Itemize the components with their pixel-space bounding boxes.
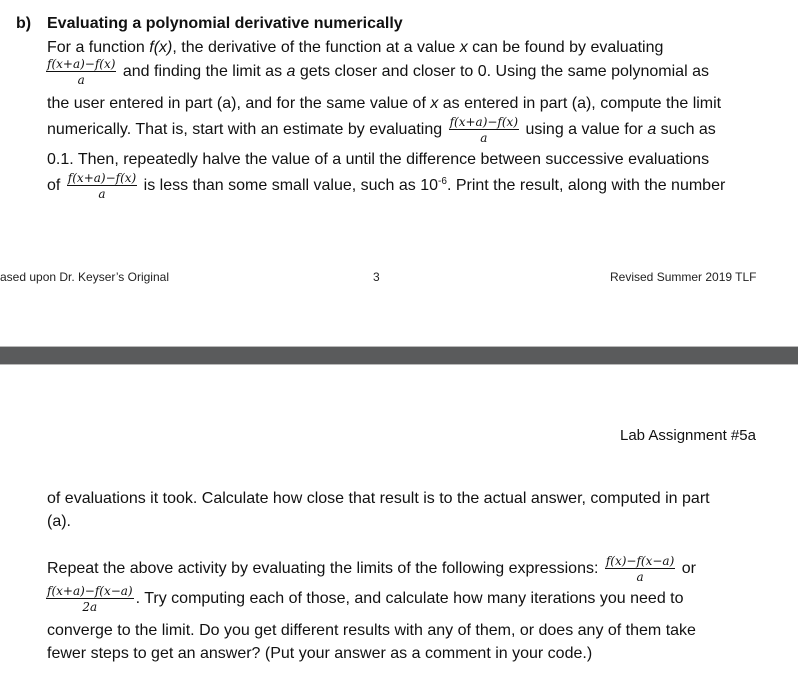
- text-run: Repeat the above activity by evaluating the limits of the following expressions:: [47, 560, 603, 578]
- text-run: . Try computing each of those, and calculate how many iterations you need to: [135, 590, 684, 608]
- paragraph-3-line-4: fewer steps to get an answer? (Put your answer as a comment in your code.): [47, 645, 593, 662]
- paragraph-2-line-2: (a).: [47, 513, 71, 530]
- text-run: f(x): [149, 39, 173, 56]
- text-run: , the derivative of the function at a value: [172, 39, 460, 56]
- section-heading: Evaluating a polynomial derivative numerically: [47, 15, 403, 32]
- text-run: gets closer and closer to 0. Using the same polynomial as: [295, 63, 709, 81]
- text-run: x: [459, 39, 468, 56]
- paragraph-2-line-1: of evaluations it took. Calculate how close that result is to the actual answer, computed in part: [47, 490, 710, 507]
- text-run: numerically. That is, start with an estimate by evaluating: [47, 121, 447, 139]
- paragraph-3-line-2: [44, 585, 684, 613]
- text-run: is less than some small value, such as 10: [139, 177, 439, 195]
- text-run: can be found by evaluating: [467, 39, 664, 56]
- text-run: using a value for: [521, 121, 648, 139]
- exponent: -6: [438, 175, 447, 187]
- text-run: For a function: [47, 39, 150, 56]
- footer-left: ased upon Dr. Keyser’s Original: [0, 270, 169, 284]
- text-run: and finding the limit as: [118, 63, 287, 81]
- page-separator: [0, 346, 798, 365]
- text-run: x: [430, 95, 439, 112]
- paragraph-line-4: [47, 116, 716, 144]
- fraction-forward-difference: $\frac{f(x+a)-f(x)}{a}$: [449, 115, 519, 145]
- text-run: a: [647, 121, 657, 139]
- paragraph-line-6: [47, 172, 725, 200]
- paragraph-line-1: [47, 34, 663, 61]
- footer-right: Revised Summer 2019 TLF: [610, 270, 757, 284]
- paragraph-line-2: [44, 58, 709, 86]
- page-number: 3: [373, 270, 380, 284]
- fraction-central-difference: $\frac{f(x+a)-f(x-a)}{2a}$: [47, 584, 133, 614]
- paragraph-3-line-1: [47, 555, 696, 583]
- fraction-backward-difference: $\frac{f(x)-f(x-a)}{a}$: [605, 554, 675, 584]
- paragraph-line-5: 0.1. Then, repeatedly halve the value of a until the difference between successive evaluations: [47, 151, 710, 168]
- paragraph-3-line-3: converge to the limit. Do you get different results with any of them, or does any of them take: [47, 622, 696, 639]
- text-run: such as: [656, 121, 716, 139]
- fraction-forward-difference: $\frac{f(x+a)-f(x)}{a}$: [47, 57, 116, 87]
- text-run: of: [47, 177, 65, 195]
- paragraph-line-3: [47, 90, 721, 117]
- page-header: Lab Assignment #5a: [620, 427, 756, 444]
- text-run: or: [677, 560, 696, 578]
- text-run: as entered in part (a), compute the limit: [438, 95, 722, 112]
- text-run: the user entered in part (a), and for the same value of: [47, 95, 431, 112]
- part-label: b): [16, 15, 32, 32]
- fraction-forward-difference: $\frac{f(x+a)-f(x)}{a}$: [67, 171, 137, 201]
- text-run: a: [286, 63, 296, 81]
- text-run: . Print the result, along with the number: [446, 177, 726, 195]
